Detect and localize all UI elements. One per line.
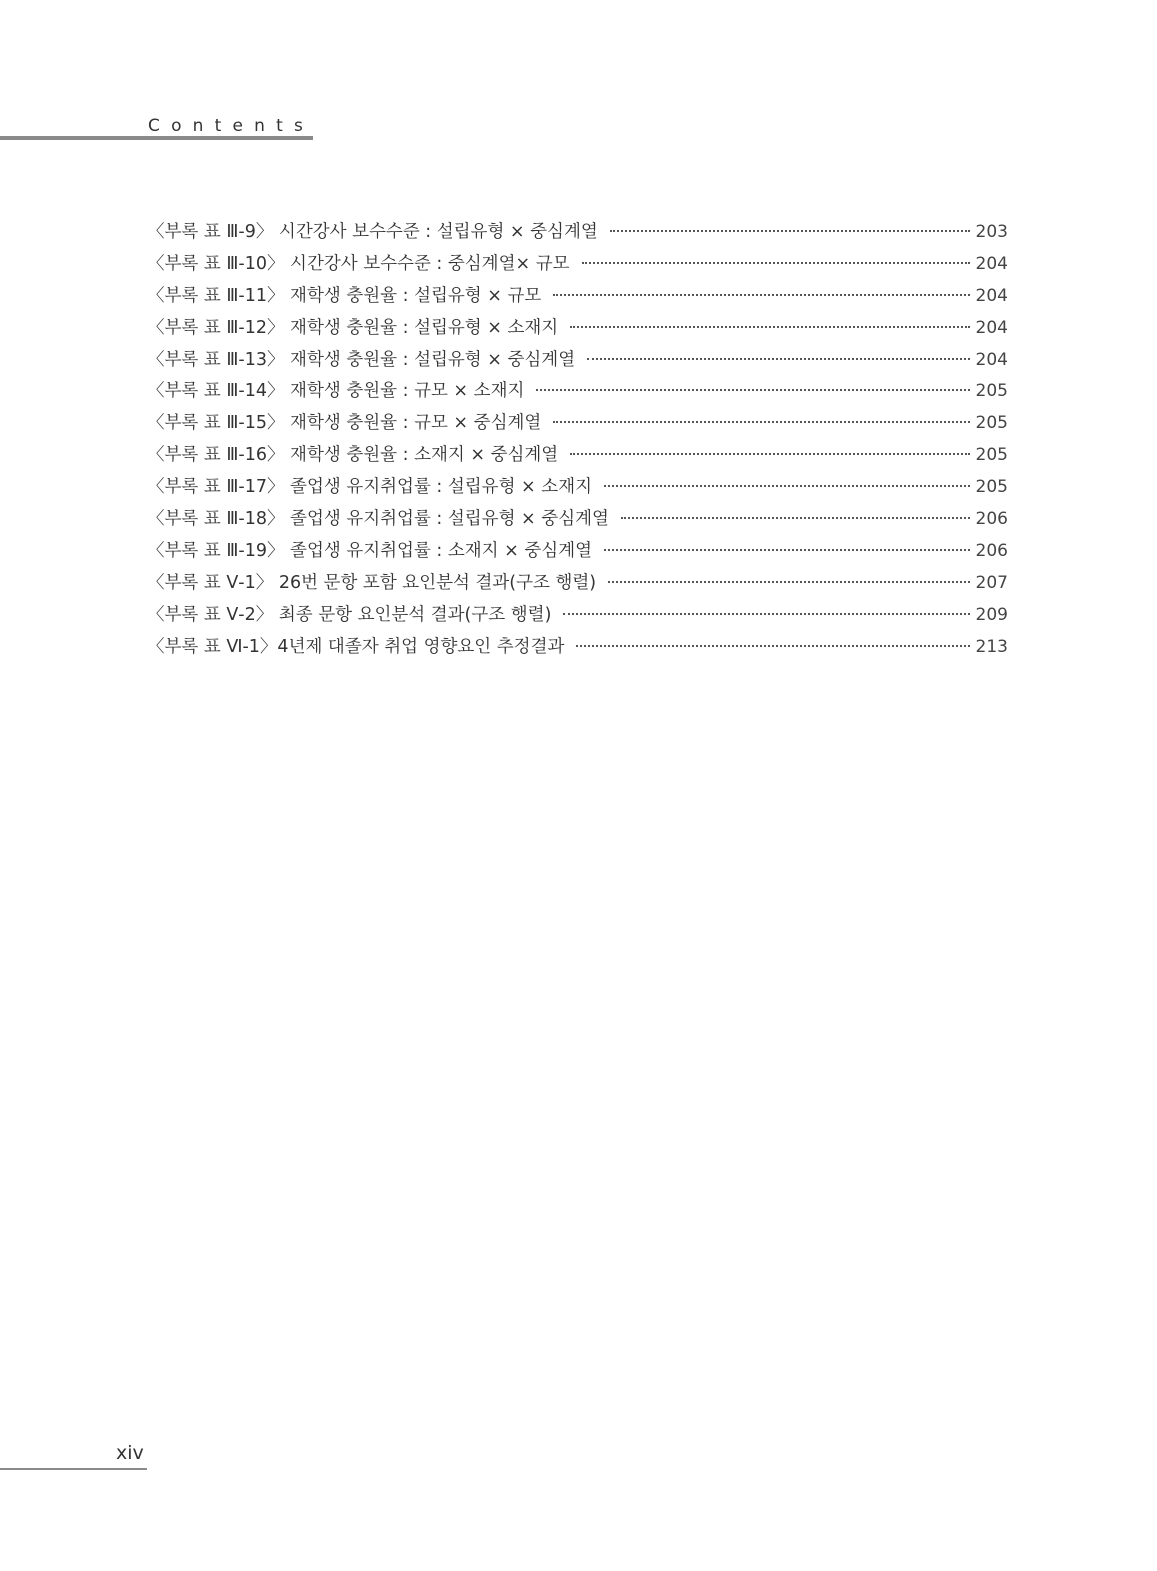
toc-entry[interactable]: [147, 282, 1008, 314]
toc-entry-label: 〈부록 표 Ⅲ-14〉 재학생 충원율 : 규모 × 소재지: [147, 381, 525, 402]
toc-entry-label: 〈부록 표 Ⅲ-19〉 졸업생 유지취업률 : 소재지 × 중심계열: [147, 540, 592, 561]
toc-entry-label: 〈부록 표 Ⅵ-1〉4년제 대졸자 취업 영향요인 추정결과: [147, 636, 565, 657]
toc-entry-label: 〈부록 표 Ⅲ-13〉 재학생 충원율 : 설립유형 × 중심계열: [147, 349, 576, 370]
toc-entry-label: 〈부록 표 Ⅲ-17〉 졸업생 유지취업률 : 설립유형 × 소재지: [147, 477, 592, 498]
toc-entry[interactable]: [147, 537, 1008, 569]
toc-entry-label: 〈부록 표 Ⅲ-10〉 시간강사 보수수준 : 중심계열× 규모: [147, 253, 570, 274]
toc-entry-page: 207: [975, 572, 1008, 593]
page-header-title: Contents: [148, 116, 315, 136]
page-number: xiv: [116, 1442, 144, 1464]
toc-entry-page: 213: [975, 636, 1008, 657]
toc-entry-page: 205: [975, 445, 1008, 466]
toc-entry-page: 204: [975, 349, 1008, 370]
toc-entry-label: 〈부록 표 Ⅴ-2〉 최종 문항 요인분석 결과(구조 행렬): [147, 604, 552, 625]
toc-entry-label: 〈부록 표 Ⅲ-18〉 졸업생 유지취업률 : 설립유형 × 중심계열: [147, 509, 609, 530]
toc-entry-label: 〈부록 표 Ⅲ-11〉 재학생 충원율 : 설립유형 × 규모: [147, 285, 542, 306]
toc-entry[interactable]: [147, 377, 1008, 409]
toc-entry-page: 206: [975, 509, 1008, 530]
toc-leader-dots: [621, 517, 970, 519]
toc-entry-page: 204: [975, 285, 1008, 306]
toc-entry[interactable]: [147, 314, 1008, 346]
toc-leader-dots: [576, 645, 969, 647]
toc-leader-dots: [570, 326, 969, 328]
toc-entry-label: 〈부록 표 Ⅲ-12〉 재학생 충원율 : 설립유형 × 소재지: [147, 317, 559, 338]
toc-leader-dots: [582, 262, 970, 264]
toc-entry[interactable]: [147, 250, 1008, 282]
toc-entry[interactable]: [147, 441, 1008, 473]
toc-entry[interactable]: [147, 633, 1008, 665]
header-rule: [0, 136, 313, 140]
toc-entry-page: 203: [975, 222, 1008, 242]
toc-entry[interactable]: [147, 505, 1008, 537]
toc-leader-dots: [536, 389, 969, 391]
toc-entry[interactable]: [147, 409, 1008, 441]
toc-leader-dots: [604, 549, 970, 551]
toc-entry[interactable]: [147, 218, 1008, 250]
toc-leader-dots: [563, 613, 969, 615]
toc-entry-page: 205: [975, 381, 1008, 402]
toc-entry-page: 205: [975, 477, 1008, 498]
toc-entry-label: 〈부록 표 Ⅲ-16〉 재학생 충원율 : 소재지 × 중심계열: [147, 445, 559, 466]
toc-leader-dots: [553, 294, 969, 296]
toc-list: [147, 218, 1008, 664]
toc-entry-page: 205: [975, 413, 1008, 434]
toc-entry[interactable]: [147, 569, 1008, 601]
toc-entry-page: 209: [975, 604, 1008, 625]
toc-entry[interactable]: [147, 346, 1008, 378]
toc-entry-label: 〈부록 표 Ⅲ-9〉 시간강사 보수수준 : 설립유형 × 중심계열: [147, 222, 598, 242]
toc-leader-dots: [570, 453, 969, 455]
toc-leader-dots: [608, 581, 969, 583]
toc-entry-label: 〈부록 표 Ⅲ-15〉 재학생 충원율 : 규모 × 중심계열: [147, 413, 542, 434]
toc-entry[interactable]: [147, 601, 1008, 633]
toc-entry[interactable]: [147, 473, 1008, 505]
footer-rule: [0, 1468, 147, 1470]
toc-leader-dots: [610, 230, 970, 232]
toc-entry-page: 204: [975, 317, 1008, 338]
toc-entry-page: 206: [975, 540, 1008, 561]
toc-leader-dots: [553, 421, 969, 423]
toc-leader-dots: [604, 485, 970, 487]
toc-leader-dots: [587, 358, 969, 360]
toc-entry-label: 〈부록 표 Ⅴ-1〉 26번 문항 포함 요인분석 결과(구조 행렬): [147, 572, 597, 593]
toc-entry-page: 204: [975, 253, 1008, 274]
